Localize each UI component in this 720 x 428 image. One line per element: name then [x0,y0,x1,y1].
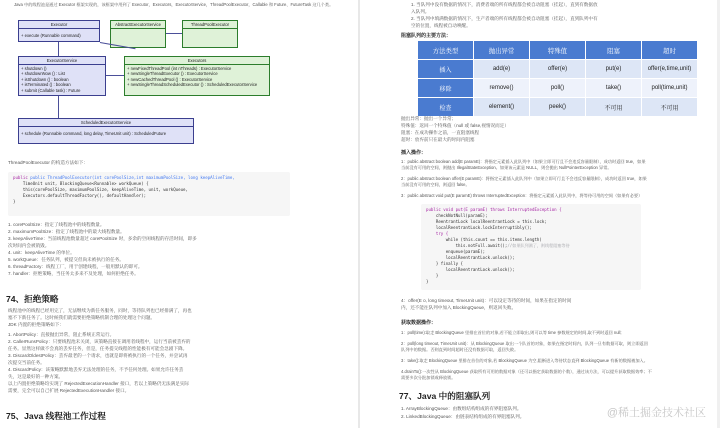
code-line: } finally { [426,261,463,266]
code-line: public void put(E paramE) throws InterruptedException { [426,207,562,212]
queue-item: 1. ArrayBlockingQueue：由数组结构组成的有界阻塞队列。 [401,406,522,411]
get-item: 1：poll(time):取走 BlockingQueue 里排在首位的对象,若不能立即取出,则可以等 time 参数规定的时间,取不到时返回 null; [401,330,622,335]
reject-item: 次提交当前任务。 [8,360,45,365]
code-line: try { [426,231,449,236]
uml-threadpool-title: ThreadPoolExecutor [183,21,237,29]
uml-executor-method: + execute (Runnable command) [21,33,81,38]
uml-arrow-4 [106,75,124,76]
uml-executors-methods [125,65,269,89]
code-line: localReentrantLock.unlock(); [426,267,515,272]
get-item: 2：poll(long timeout, TimeUnit unit)：从 BlockingQueue 取出一个队首的对象，如果在指定时间内，队列一旦有数据可取，则立即返回 [401,341,648,346]
heading-75: 75、Java 线程池工作过程 [6,411,106,421]
reject-item: 1. AbortPolicy：直接抛出异常，阻止系统正常运行。 [8,332,115,337]
put-code-block [421,204,641,290]
uml-scheduled-method: + schedule (Runnable command, long delay, TimeUnit unit) : ScheduledFuture [21,131,167,136]
table-header: 抛出异常 [474,41,530,60]
uml-service-method: + submit (Callable task) : Future [21,87,81,93]
code-line: localReentrantLock.unlock(); [426,255,515,260]
reject-item: 以上内置拒绝策略均实现了 RejectedExecutionHandler 接口，若以上策略仍无法满足实际 [8,381,189,386]
intro-line-1: Java 中的线程池是通过 Executor 框架实现的，该框架中用到了 Executor，Executors，ExecutorService，ThreadPoolExecutor，Callable 和 Future、FutureTask 这几个类。 [14,2,334,7]
code-line: } [426,279,429,284]
legend-line: 特殊值：返回一个特殊值（null 或 false,视情况而定） [401,123,509,128]
watermark: @稀土掘金技术社区 [606,407,706,419]
uml-abstract-title: AbstractExecutorService [111,21,165,29]
table-cell: add(e) [474,60,530,79]
table-header: 特殊值 [530,41,586,60]
reject-item: 4. DiscardPolicy：该策略默默地丢弃无法处理的任务，不予任何处理。如果允许任务丢 [8,367,184,372]
table-header: 阻塞 [586,41,642,60]
table-row [418,60,698,79]
reject-intro-line: 塞不下新任务了。这时候我们就需要拒绝策略机制合理的处理这个问题。 [8,315,156,320]
ctor-caption: ThreadPoolExecutor 的构造方法如下： [8,160,88,165]
param-item: 次时间内会被销毁。 [8,243,50,248]
uml-executors-method: + newFixedThreadPool (int nThreads) : ExecutorService [127,66,232,71]
uml-arrow-2 [58,42,59,56]
insert-item: 当前没有可用的空间，则返回 false。 [401,182,470,187]
code-line: public ThreadPoolExecutor(int corePoolSize,int maximumPoolSize, long keepAliveTime, [30,175,235,180]
param-item: 4. unit：keepAliveTime 的单位。 [8,250,75,255]
reject-intro-line: JDK 内置的拒绝策略如下： [8,322,64,327]
get-title: 获取数据操作： [401,320,437,326]
uml-service-method: + isTerminated () : boolean [21,82,71,88]
uml-executor-title: Executor [19,21,99,29]
code-line: this.notFull.await(); [426,243,508,248]
param-item: 3. keepAliveTime：当前线程池数量超过 corePoolSize 时，多余的空闲线程的存活时间，即多 [8,236,197,241]
uml-service-methods [19,65,105,94]
uml-executors-method: + newSingleThreadScheduledExecutor () : ScheduledExecutorService [127,82,258,88]
table-header: 超时 [642,41,698,60]
insert-item: 当前没有可用的空间，则抛出 IllegalStateException。如果该元素是 NULL，则会抛出 NullPointerException 异常。 [401,165,612,170]
code-line: while (this.count == this.items.length) [426,237,542,242]
code-line: ReentrantLock localReentrantLock = this.lock; [426,219,547,224]
code-line: checkNotNull(paramE); [426,213,488,218]
reject-intro-line: 线程池中的线程已经用完了，无法继续为新任务服务，同时，等待队列也已经排满了，再也 [8,308,192,313]
table-cell: 不可用 [586,98,642,117]
get-item: 队列中的数据。否则直到时间超时还没有数据可取，返回失败。 [401,347,519,352]
uml-scheduled-title: ScheduledExecutorService [19,119,193,127]
insert-title: 插入操作： [401,150,427,156]
uml-service-title: ExecutorService [19,57,105,65]
table-row-header: 插入 [418,60,474,79]
uml-executors-title: Executors [125,57,269,65]
offer-timed-line: 4：offer(E o, long timeout, TimeUnit unit)：可以设定等待的时间，如果在指定的时间 [401,298,572,303]
uml-executor-service [18,56,106,96]
right-page [361,0,720,428]
get-item: 4.drainTo():一次性从 BlockingQueue 获取所有可用的数据对象（还可以指定获取数据的个数），通过该方法，可以提升获取数据效率；不 [401,369,652,374]
code-line: localReentrantLock.lockInterruptibly(); [426,225,532,230]
queue-item: 2. LinkedBlockingQueue：由链表结构组成的有界阻塞队列。 [401,414,525,419]
left-page [0,0,357,428]
code-line: Executors.defaultThreadFactory(), defaultHandler); [13,193,147,198]
table-cell: offer(e) [530,60,586,79]
code-line: } [426,273,439,278]
blocking-queue-methods-table [417,40,698,117]
param-item: 7. handler：拒绝策略，当任务太多来不及处理，如何拒绝任务。 [8,271,139,276]
reject-item: 需要，完全可以自己扩展 RejectedExecutionHandler 接口。 [8,388,130,393]
reject-item: 2. CallerRunsPolicy：只要线程池未关闭，该策略直接在调用者线程中，运行当前被丢弃的 [8,339,191,344]
legend-line: 抛出异常：抛出一个异常； [401,116,457,121]
table-cell: put(e) [586,60,642,79]
reject-item: 失，这是最好的一种方案。 [8,374,64,379]
param-item: 6. threadFactory：线程工厂，用于创建线程，一般用默认的即可。 [8,264,143,269]
table-cell: peek() [530,98,586,117]
table-header: 方法类型 [418,41,474,60]
heading-74: 74、拒绝策略 [6,294,59,304]
table-row-header: 移除 [418,79,474,98]
code-line: enqueue(paramE); [426,249,486,254]
uml-scheduled-executor-service [18,118,194,144]
reject-item: 3. DiscardOldestPolicy：丢弃最老的一个请求，也就是即将被执行的一个任务，并尝试再 [8,353,188,358]
table-cell: poll(time,unit) [642,79,698,98]
top-list-item: 空的位置，线程被自动唤醒。 [411,23,471,28]
table-caption: 阻塞队列的主要方法： [401,33,452,39]
uml-executors [124,56,270,96]
table-cell: offer(e,time,unit) [642,60,698,79]
uml-service-method: + shutdown () [21,66,47,71]
uml-threadpool-executor [182,20,238,48]
table-cell: poll() [530,79,586,98]
heading-77: 77、Java 中的阻塞队列 [399,391,491,401]
top-list-item: 2. 当队列中填满数据的情况下，生产者端的所有线程都会被自动阻塞（挂起），直到队列中有 [411,16,598,21]
uml-executors-method: + newSingleThreadExecutor () : ExecutorService [127,71,218,77]
insert-item: 2：public abstract boolean offer(E paramE)：将指定元素插入此队列中（如果立即可行且不会违反容量限制），成功时返回 true，如果 [401,176,647,181]
table-row-header: 检查 [418,98,474,117]
ctor-code-block: public public ThreadPoolExecutor(int corePoolSize,int maximumPoolSize, long keepAliveTime, TimeUnit unit, BlockingQueue<Runnable> workQueue) { this(corePoolSize, maximumPoolSize, keepAliveTime, unit, workQueue, Executors.defaultThreadFactory(), defaultHandler); } [8,172,290,216]
code-comment: //如果队列满了，则线程阻塞等待 [507,243,570,248]
code-line: this(corePoolSize, maximumPoolSize, keepAliveTime, unit, workQueue, [13,187,188,192]
table-row [418,98,698,117]
param-item: 1. corePoolSize：指定了线程池中的线程数量。 [8,222,105,227]
uml-service-method: + isShutdown () : boolean [21,76,69,82]
table-cell: element() [474,98,530,117]
page-divider [358,0,360,428]
top-list-item: 入队列。 [411,9,430,14]
insert-item: 1：public abstract boolean add(E paramE)：将指定元素插入此队列中（如果立即可行且不会违反容量限制），成功时返回 true，如果 [401,159,646,164]
code-line: } [13,199,16,204]
table-cell: 不可用 [642,98,698,117]
code-line: TimeUnit unit, BlockingQueue<Runnable> workQueue) { [13,181,149,186]
get-item: 需要多次分批加锁或释放锁。 [401,375,456,380]
offer-timed-line: 内，还不能往队列中加入 BlockingQueue，则返回失败。 [401,305,517,310]
table-cell: take() [586,79,642,98]
reject-item: 任务。显然这样做不会真的丢弃任务，但是，任务提交线程的性能极有可能会急剧下降。 [8,346,188,351]
uml-executors-method: + newCachedThreadPool () : ExecutorService [127,76,213,82]
uml-service-method: + shutdownNow () : List [21,71,65,77]
top-list-item: 1. 当队列中没有数据的情况下，消费者端的所有线程都会被自动阻塞（挂起），直到有数据放 [411,2,598,7]
insert-item: 3：public abstract void put(E paramE) throws InterruptedException：将指定元素插入此队列中，将等待可用的空间（如果有必要） [401,193,643,198]
table-row [418,79,698,98]
uml-executor [18,20,100,42]
legend-line: 阻塞：在成功操作之前，一直阻塞线程 [401,130,480,135]
table-cell: remove() [474,79,530,98]
uml-arrow-1 [166,33,182,34]
param-item: 5. workQueue：任务队列，被提交但尚未被执行的任务。 [8,257,124,262]
table-header-row [418,41,698,60]
get-item: 3：take():取走 BlockingQueue 里排在首位的对象,若 BlockingQueue 为空,阻断进入等待状态直到 BlockingQueue 有新的数据被加入。 [401,358,648,363]
param-item: 2. maximumPoolSize：指定了线程池中的最大线程数量。 [8,229,125,234]
uml-abstract-executor-service [110,20,166,48]
uml-arrow-5 [58,96,59,118]
legend-line: 超时：放弃前只在最大的时间内阻塞 [401,137,475,142]
